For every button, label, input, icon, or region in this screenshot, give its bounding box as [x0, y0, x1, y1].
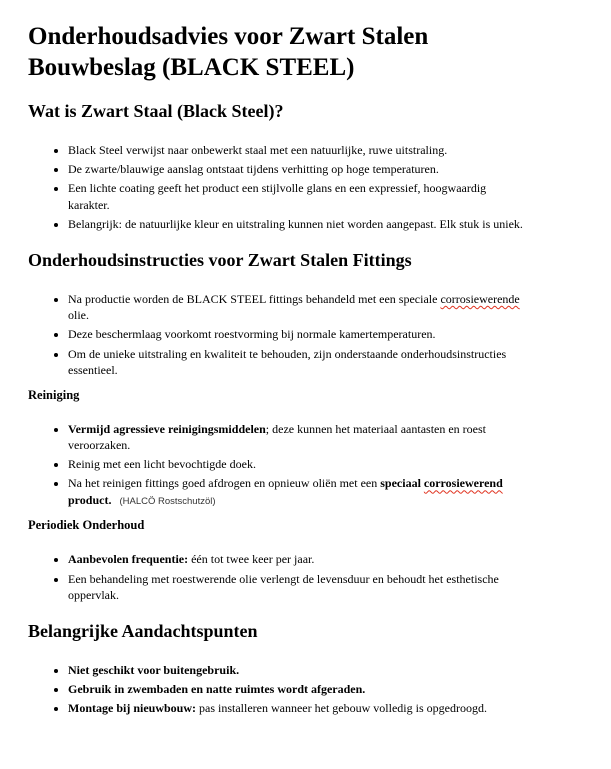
list-item	[68, 571, 530, 603]
list-item-text: Een behandeling met roestwerende olie verlengt de levensduur en behoudt het esthetische oppervlak.	[68, 571, 499, 602]
bold-text: Montage bij nieuwbouw:	[68, 701, 197, 716]
list-item-text: Black Steel verwijst naar onbewerkt staal met een natuurlijke, ruwe uitstraling.	[68, 143, 448, 157]
list-item-text: Na productie worden de BLACK STEEL fittings behandeld met een speciale	[68, 291, 441, 306]
list-item-text: één tot twee keer per jaar.	[188, 552, 315, 567]
list-item	[68, 291, 530, 323]
bold-text: Aanbevolen frequentie:	[68, 552, 189, 567]
list-item	[68, 161, 530, 177]
list-item-text: Om de unieke uitstraling en kwaliteit te behouden, zijn onderstaande onderhoudsinstructies essentieel.	[68, 346, 507, 377]
list-item-text: Een lichte coating geeft het product een stijlvolle glans en een expressief, hoogwaardig karakter.	[68, 181, 487, 212]
list-item-text: ; deze kunnen het materiaal aantasten en roest veroorzaken.	[68, 421, 487, 453]
list-item-text: olie.	[68, 308, 89, 323]
section-heading-maintenance-instructions: Onderhoudsinstructies voor Zwart Stalen Fittings	[28, 249, 412, 270]
list-item	[68, 475, 530, 508]
bullet-list-maintenance-instructions	[28, 291, 530, 378]
bold-text: product.	[68, 492, 112, 507]
sub-heading-cleaning: Reiniging	[28, 387, 80, 402]
bold-text: Niet geschikt voor buitengebruik.	[68, 663, 240, 677]
list-item	[68, 681, 530, 697]
section-heading-important-points: Belangrijke Aandachtspunten	[28, 621, 258, 641]
list-item-text: De zwarte/blauwige aanslag ontstaat tijdens verhitting op hoge temperaturen.	[68, 162, 439, 177]
misspelled-word: corrosiewerend	[423, 476, 503, 491]
list-item	[68, 662, 530, 678]
list-item-text: Deze beschermlaag voorkomt roestvorming bij normale kamertemperaturen.	[68, 327, 436, 342]
list-item	[68, 346, 530, 378]
list-item	[68, 700, 530, 716]
bullet-list-what-is-black-steel	[28, 142, 530, 232]
list-item-text: pas installeren wanneer het gebouw volledig is opgedroogd.	[196, 701, 487, 716]
section-heading-what-is-black-steel: Wat is Zwart Staal (Black Steel)?	[28, 101, 284, 121]
list-item	[68, 142, 530, 158]
bold-text: Gebruik in zwembaden en natte ruimtes wordt afgeraden.	[68, 682, 366, 697]
bold-text: Vermijd agressieve reinigingsmiddelen	[68, 421, 266, 436]
bold-text: speciaal	[380, 476, 424, 491]
list-item	[68, 326, 530, 342]
list-item	[68, 421, 530, 453]
product-note-text: (HALCÖ Rostschutzöl)	[119, 495, 216, 507]
list-item-text: Belangrijk: de natuurlijke kleur en uitstraling kunnen niet worden aangepast. Elk stuk is uniek.	[68, 216, 523, 231]
misspelled-word: corrosiewerende	[440, 291, 520, 306]
document-title: Onderhoudsadvies voor Zwart Stalen Bouwbeslag (BLACK STEEL)	[28, 23, 429, 81]
bullet-list-cleaning	[28, 421, 530, 509]
list-item	[68, 180, 530, 212]
list-item-text: Reinig met een licht bevochtigde doek.	[68, 457, 256, 472]
bullet-list-important-points	[28, 662, 530, 717]
list-item	[68, 456, 530, 472]
list-item	[68, 216, 530, 232]
list-item-text: Na het reinigen fittings goed afdrogen en opnieuw oliën met een	[68, 476, 381, 491]
bullet-list-periodic-maintenance	[28, 551, 530, 603]
list-item	[68, 551, 530, 567]
sub-heading-periodic-maintenance: Periodiek Onderhoud	[28, 518, 145, 533]
